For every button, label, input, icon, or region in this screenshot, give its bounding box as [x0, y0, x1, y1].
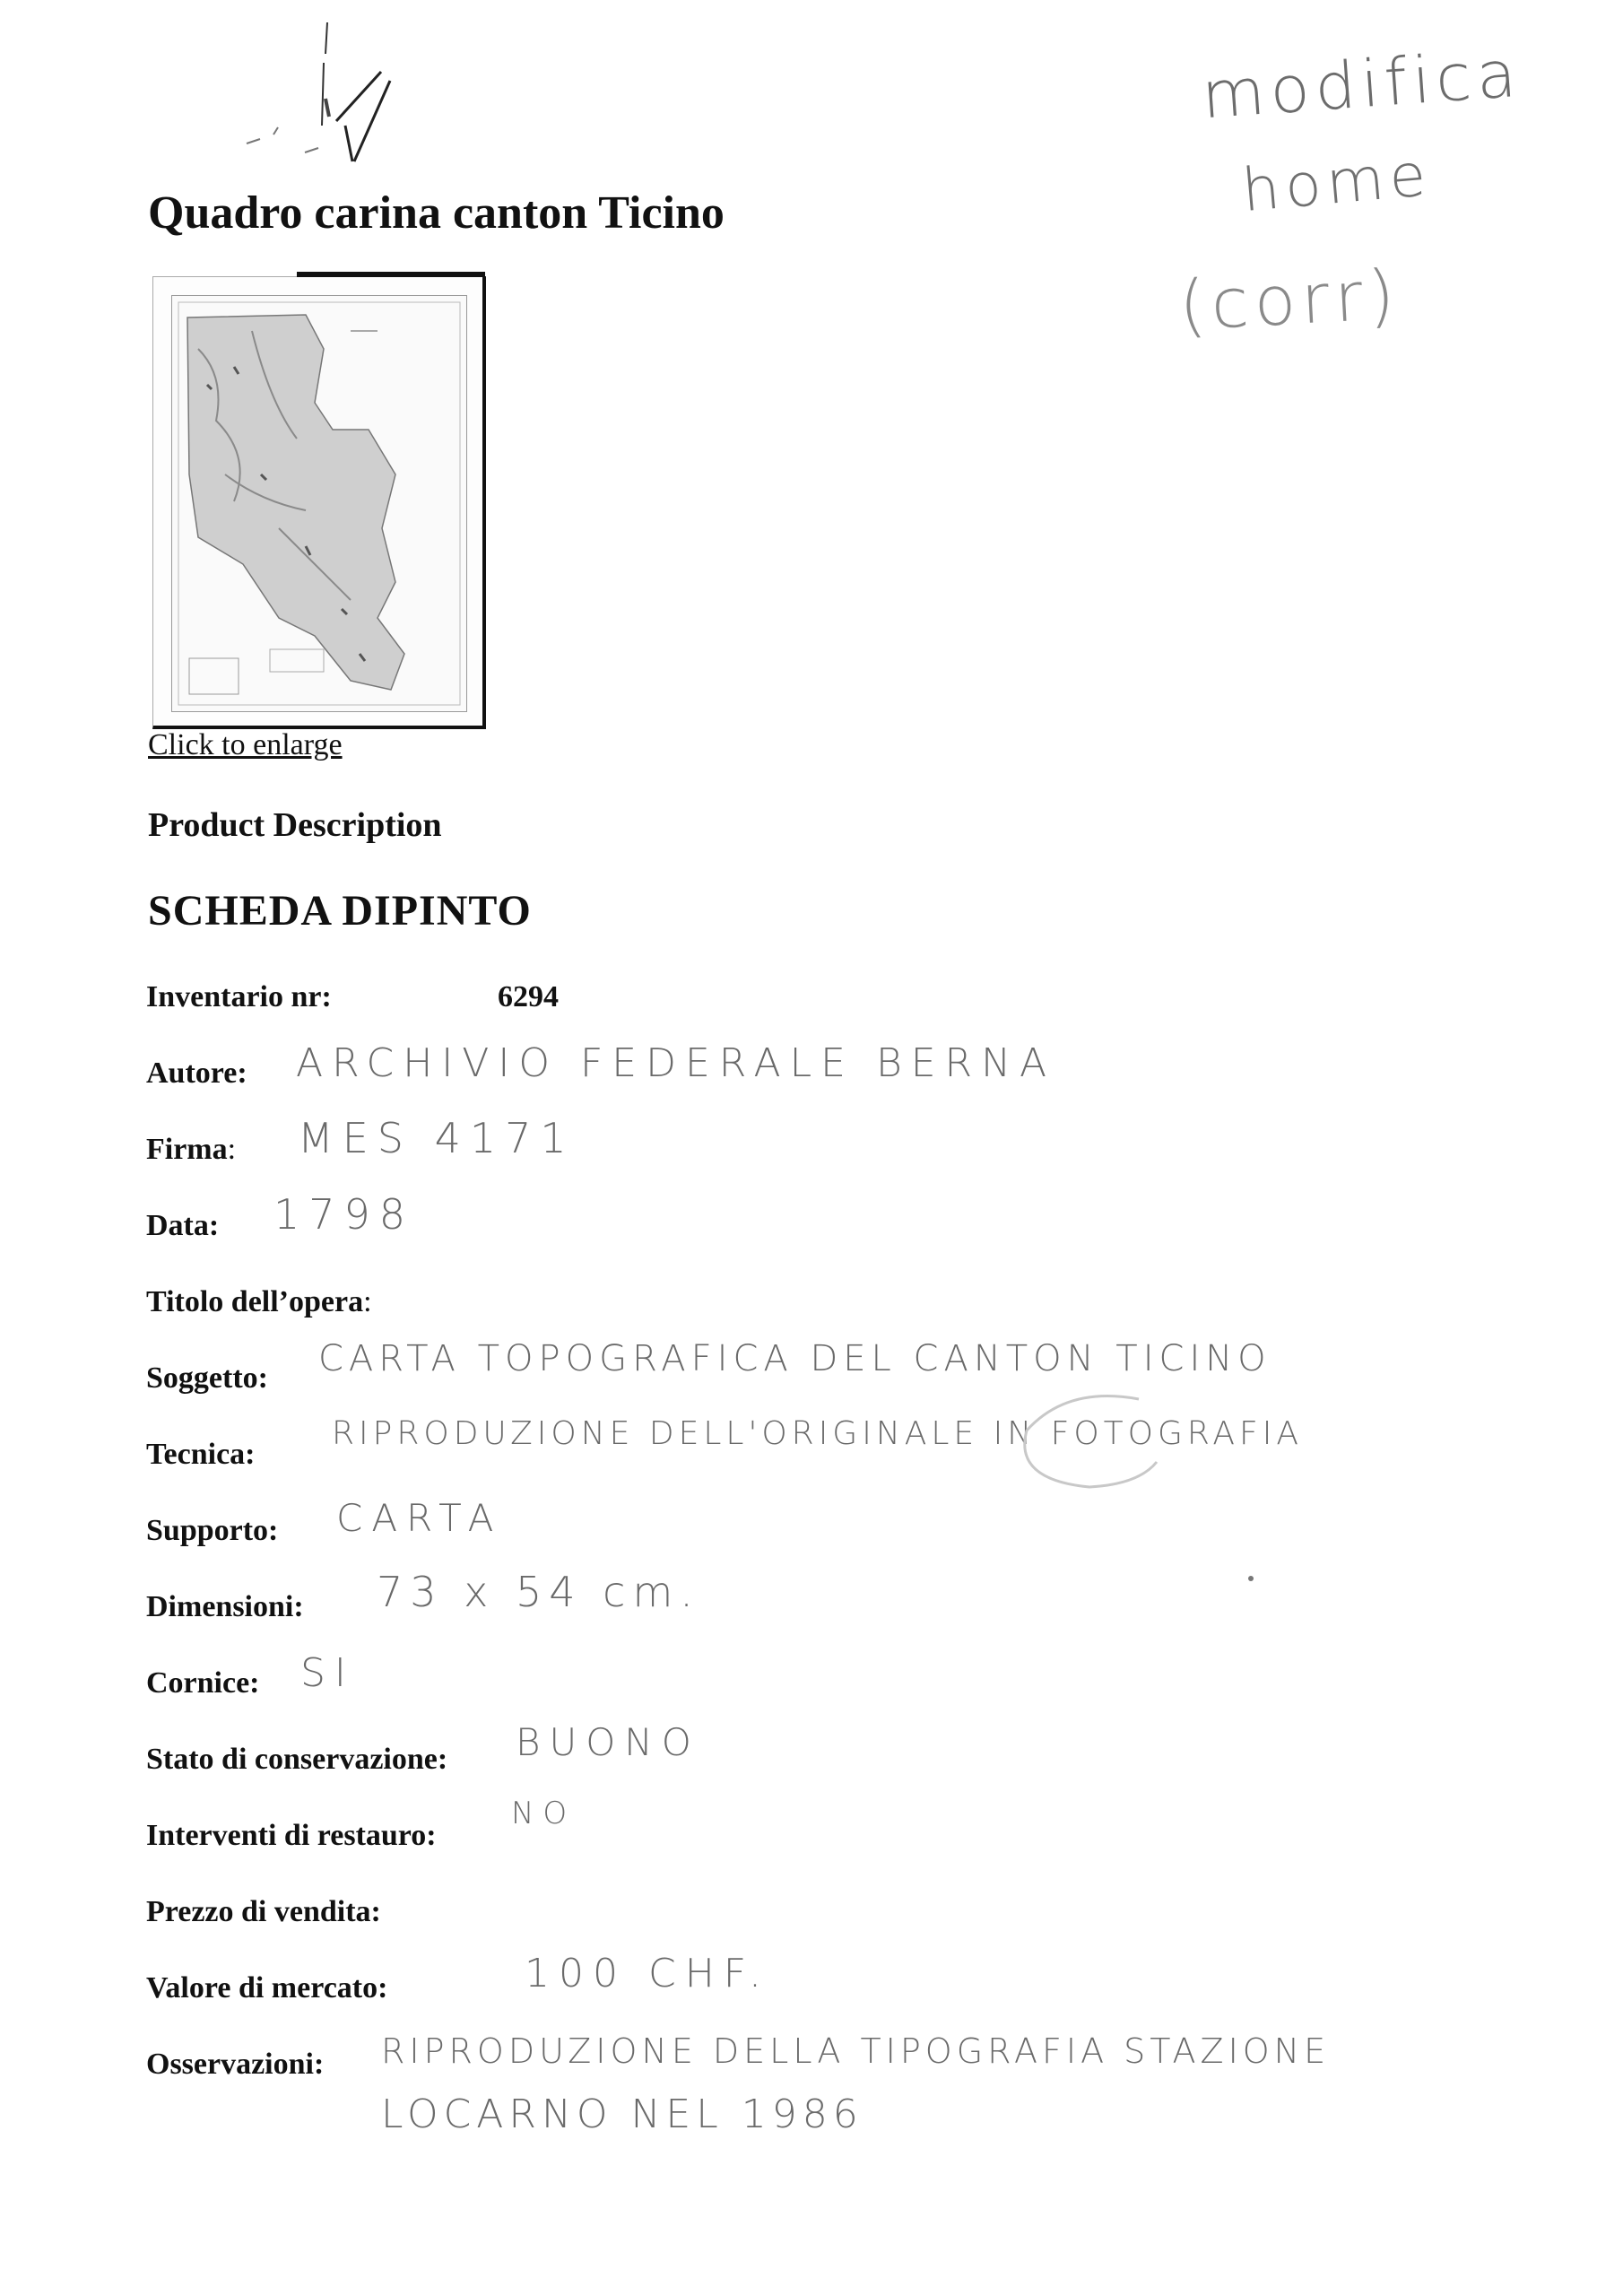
technique-label: Tecnica:	[146, 1438, 256, 1471]
market-value-value: 100 CHF.	[525, 1951, 771, 1996]
notes-value-line1: RIPRODUZIONE DELLA TIPOGRAFIA STAZIONE	[381, 2031, 1331, 2071]
date-label: Data:	[146, 1209, 220, 1242]
pen-doodle	[211, 18, 480, 170]
signature-label: Firma:	[146, 1133, 237, 1166]
inventory-label: Inventario nr:	[146, 980, 332, 1013]
subject-value: CARTA TOPOGRAFICA DEL CANTON TICINO	[318, 1338, 1271, 1379]
condition-label: Stato di conservazione:	[146, 1743, 448, 1776]
dimensions-label: Dimensioni:	[146, 1590, 304, 1623]
subject-label: Soggetto:	[146, 1361, 268, 1395]
frame-label: Cornice:	[146, 1666, 260, 1700]
inventory-value: 6294	[498, 980, 559, 1013]
frame-value: SI	[300, 1650, 355, 1696]
restoration-value: NO	[511, 1796, 577, 1831]
technique-value: RIPRODUZIONE DELL'ORIGINALE IN FOTOGRAFIA	[332, 1415, 1304, 1452]
condition-value: BUONO	[516, 1720, 700, 1764]
restoration-label: Interventi di restauro:	[146, 1819, 437, 1852]
ink-dot	[1248, 1576, 1254, 1581]
handwritten-note-line2: home	[1239, 139, 1435, 226]
handwritten-note-line1: modifica	[1199, 35, 1524, 134]
work-title-label: Titolo dell’opera:	[146, 1285, 372, 1318]
dimensions-value: 73 x 54 cm.	[377, 1568, 700, 1616]
sale-price-label: Prezzo di vendita:	[146, 1895, 381, 1928]
notes-value-line2: LOCARNO NEL 1986	[381, 2092, 864, 2137]
market-value-label: Valore di mercato:	[146, 1971, 388, 2005]
notes-label: Osservazioni:	[146, 2048, 325, 2081]
map-image	[171, 295, 467, 712]
product-thumbnail[interactable]	[152, 276, 486, 729]
support-label: Supporto:	[146, 1514, 279, 1547]
pencil-scribble	[1004, 1381, 1184, 1498]
page-title: Quadro carina canton Ticino	[148, 187, 725, 239]
support-value: CARTA	[336, 1496, 503, 1540]
author-value: ARCHIVIO FEDERALE BERNA	[296, 1040, 1056, 1086]
author-label: Autore:	[146, 1057, 247, 1090]
handwritten-note-line3: (corr)	[1176, 254, 1402, 346]
product-description-heading: Product Description	[148, 806, 442, 844]
date-value: 1798	[273, 1190, 415, 1239]
signature-value: MES 4171	[298, 1114, 576, 1162]
click-to-enlarge-link[interactable]: Click to enlarge	[148, 728, 343, 761]
card-title: SCHEDA DIPINTO	[148, 887, 532, 935]
